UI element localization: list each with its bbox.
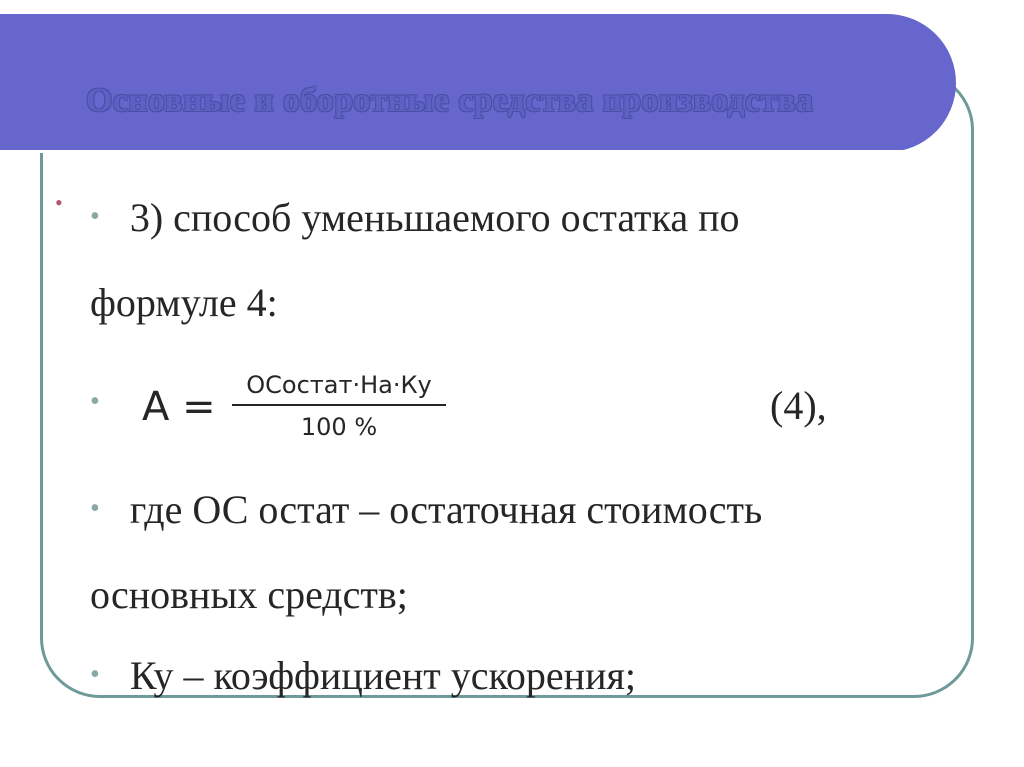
slide-title: Основные и оборотные средства производства (86, 82, 814, 119)
list-item-method (90, 178, 898, 343)
formula-numerator: ОСостат·На·Ку (246, 371, 432, 399)
formula-denominator: 100 % (300, 413, 378, 441)
method-line-1: 3) способ уменьшаемого остатка по (129, 195, 740, 240)
title-underline (0, 150, 906, 153)
definition-line-1: где ОС остат – остаточная стоимость (129, 487, 763, 532)
method-line-2: формуле 4: (90, 280, 278, 325)
bullet-icon: • (90, 386, 100, 417)
bullet-icon: • (90, 493, 100, 524)
formula-lhs: A = (142, 384, 216, 430)
fraction-line (232, 404, 446, 406)
formula-fraction (232, 368, 446, 444)
bullet-icon: • (90, 201, 100, 232)
equation-number: (4), (770, 383, 827, 428)
formula-row (90, 368, 898, 458)
bullet-icon: • (90, 659, 100, 690)
outer-bullet: • (55, 190, 63, 215)
list-item-definition (90, 470, 898, 635)
definition-line-2: основных средств; (90, 572, 408, 617)
coefficient-text: Ку – коэффициент ускорения; (129, 653, 637, 698)
list-item-coefficient (90, 636, 898, 721)
